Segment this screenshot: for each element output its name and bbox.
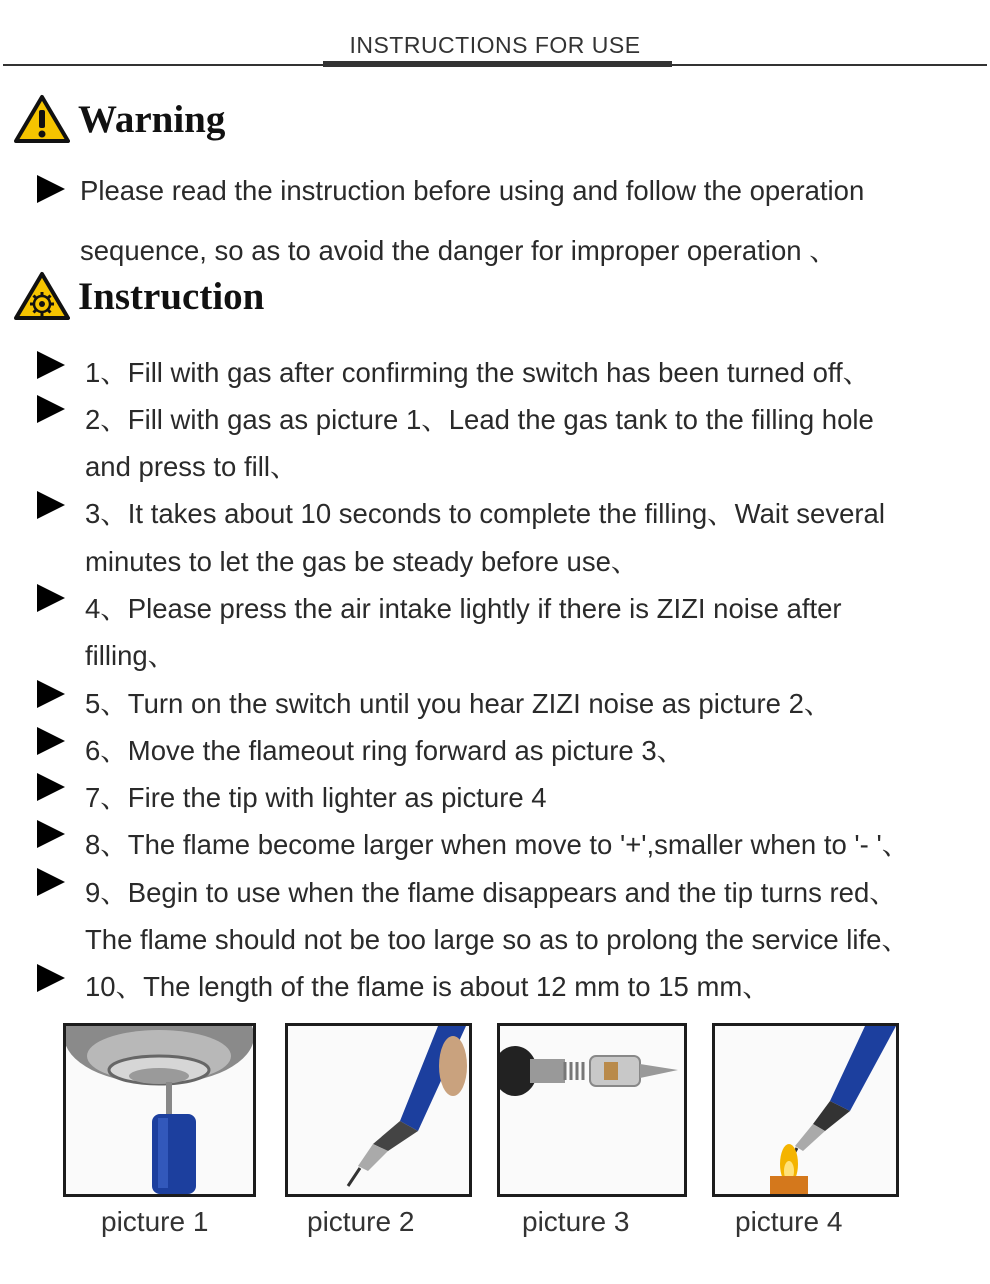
warning-text-line: Please read the instruction before using and follow the operation: [80, 175, 865, 206]
bullet-arrow-icon: [37, 964, 65, 992]
picture-3-label: picture 3: [522, 1206, 630, 1237]
bullet-arrow-icon: [37, 175, 65, 203]
bullet-arrow-icon: [37, 351, 65, 379]
step-line: 7、Fire the tip with lighter as picture 4: [85, 782, 547, 813]
bullet-arrow-icon: [37, 584, 65, 612]
bullet-arrow-icon: [37, 820, 65, 848]
bullet-arrow-icon: [37, 868, 65, 896]
step-line: 2、Fill with gas as picture 1、Lead the gas tank to the filling hole: [85, 404, 874, 435]
picture-4-label: picture 4: [735, 1206, 843, 1237]
instruction-title: Instruction: [78, 274, 265, 318]
warning-title: Warning: [78, 97, 226, 141]
step-line: filling、: [85, 640, 176, 671]
warning-text-line: sequence, so as to avoid the danger for improper operation 、: [80, 235, 837, 266]
step-line: 6、Move the flameout ring forward as picture 3、: [85, 735, 685, 766]
step-line: 1、Fill with gas after confirming the switch has been turned off、: [85, 357, 871, 388]
step-line: 3、It takes about 10 seconds to complete the filling、Wait several: [85, 498, 885, 529]
step-line: 9、Begin to use when the flame disappears and the tip turns red、: [85, 877, 897, 908]
step-line: and press to fill、: [85, 451, 298, 482]
bullet-arrow-icon: [37, 773, 65, 801]
step-line: The flame should not be too large so as to prolong the service life、: [85, 924, 909, 955]
bullet-arrow-icon: [37, 395, 65, 423]
picture-3-image: [497, 1023, 687, 1197]
step-line: minutes to let the gas be steady before use、: [85, 546, 639, 577]
picture-1-image: [63, 1023, 256, 1197]
warning-heading: [14, 89, 225, 149]
picture-2-image: [285, 1023, 472, 1197]
step-line: 4、Please press the air intake lightly if there is ZIZI noise after: [85, 593, 842, 624]
step-line: 8、The flame become larger when move to '+',smaller when to '- '、: [85, 829, 910, 860]
picture-4-image: [712, 1023, 899, 1197]
bullet-arrow-icon: [37, 727, 65, 755]
page-title: INSTRUCTIONS FOR USE: [349, 32, 641, 58]
picture-1-label: picture 1: [101, 1206, 209, 1237]
header-accent-bar: [323, 61, 672, 67]
page-header: [0, 30, 990, 70]
step-line: 10、The length of the flame is about 12 mm to 15 mm、: [85, 971, 770, 1002]
instruction-heading: [14, 266, 264, 326]
bullet-arrow-icon: [37, 491, 65, 519]
picture-2-label: picture 2: [307, 1206, 415, 1237]
bullet-arrow-icon: [37, 680, 65, 708]
gear-triangle-icon: [14, 271, 70, 321]
warning-triangle-icon: [14, 94, 70, 144]
step-line: 5、Turn on the switch until you hear ZIZI noise as picture 2、: [85, 688, 832, 719]
